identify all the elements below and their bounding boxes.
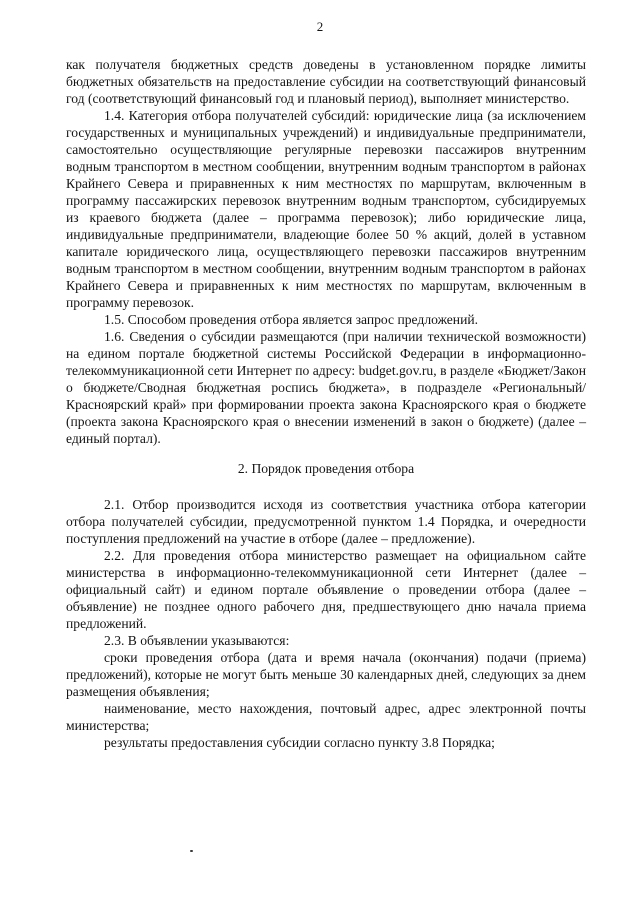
paragraph-2-3-ministry-details: наименование, место нахождения, почтовый адрес, адрес электронной почты министерства; <box>66 701 586 733</box>
page-number: 2 <box>316 19 324 34</box>
paragraph-2-1: 2.1. Отбор производится исходя из соответствия участника отбора категории отбора получателей субсидии, предусмотренной пунктом 1.4 Порядка, и очередности поступления предложений на участие в отборе (далее – предложение). <box>66 497 586 546</box>
section-heading: 2. Порядок проведения отбора <box>237 461 415 476</box>
paragraph-2-3-deadlines: сроки проведения отбора (дата и время начала (окончания) подачи (приема) предложений), которые не могут быть меньше 30 календарных дней, следующих за днем размещения объявления; <box>66 650 586 699</box>
paragraph-1-5: 1.5. Способом проведения отбора является запрос предложений. <box>104 312 479 327</box>
paragraph-1-6: 1.6. Сведения о субсидии размещаются (при наличии технической возможности) на едином портале бюджетной системы Российской Федерации в информационно-телекоммуникационной сети Интернет по адресу: budget.gov.ru, в разделе «Бюджет/Закон о бюджете/Сводная бюджетная роспись бюджета», в подразделе «Региональный/Красноярский край» при формировании проекта закона Красноярского края о бюджете (проекта закона Красноярского края о внесении изменений в закон о бюджете) (далее – единый портал). <box>66 329 586 446</box>
document-body <box>66 56 586 751</box>
paragraph-2-2: 2.2. Для проведения отбора министерство размещает на официальном сайте министерства в информационно-телекоммуникационной сети Интернет (далее – официальный сайт) и едином портале объявление о проведении отбора (далее – объявление) не позднее одного рабочего дня, предшествующего дню начала приема предложений. <box>66 548 586 631</box>
paragraph-1-4: 1.4. Категория отбора получателей субсидий: юридические лица (за исключением государственных и муниципальных учреждений) и индивидуальные предприниматели, самостоятельно осуществляющие регулярные перевозки пассажиров внутренним водным транспортом в местном сообщении, внутренним водным транспортом в районах Крайнего Севера и приравненных к ним местностях по маршрутам, включенным в программу пассажирских перевозок внутренним водным транспортом, субсидируемых из краевого бюджета (далее – программа перевозок); либо юридические лица, индивидуальные предприниматели, владеющие более 50 % акций, долей в уставном капитале юридического лица, осуществляющего перевозки пассажиров внутренним водным транспортом в местном сообщении, внутренним водным транспортом в районах Крайнего Севера и приравненных к ним местностях по маршрутам, включенным в программу перевозок. <box>66 108 586 310</box>
scan-artifact-dot <box>190 850 193 852</box>
paragraph-2-3-results: результаты предоставления субсидии согласно пункту 3.8 Порядка; <box>104 735 495 750</box>
paragraph-continuation: как получателя бюджетных средств доведены в установленном порядке лимиты бюджетных обязательств на предоставление субсидии на соответствующий финансовый год (соответствующий финансовый год и плановый период), выполняет министерство. <box>66 57 586 106</box>
paragraph-2-3: 2.3. В объявлении указываются: <box>104 633 290 648</box>
